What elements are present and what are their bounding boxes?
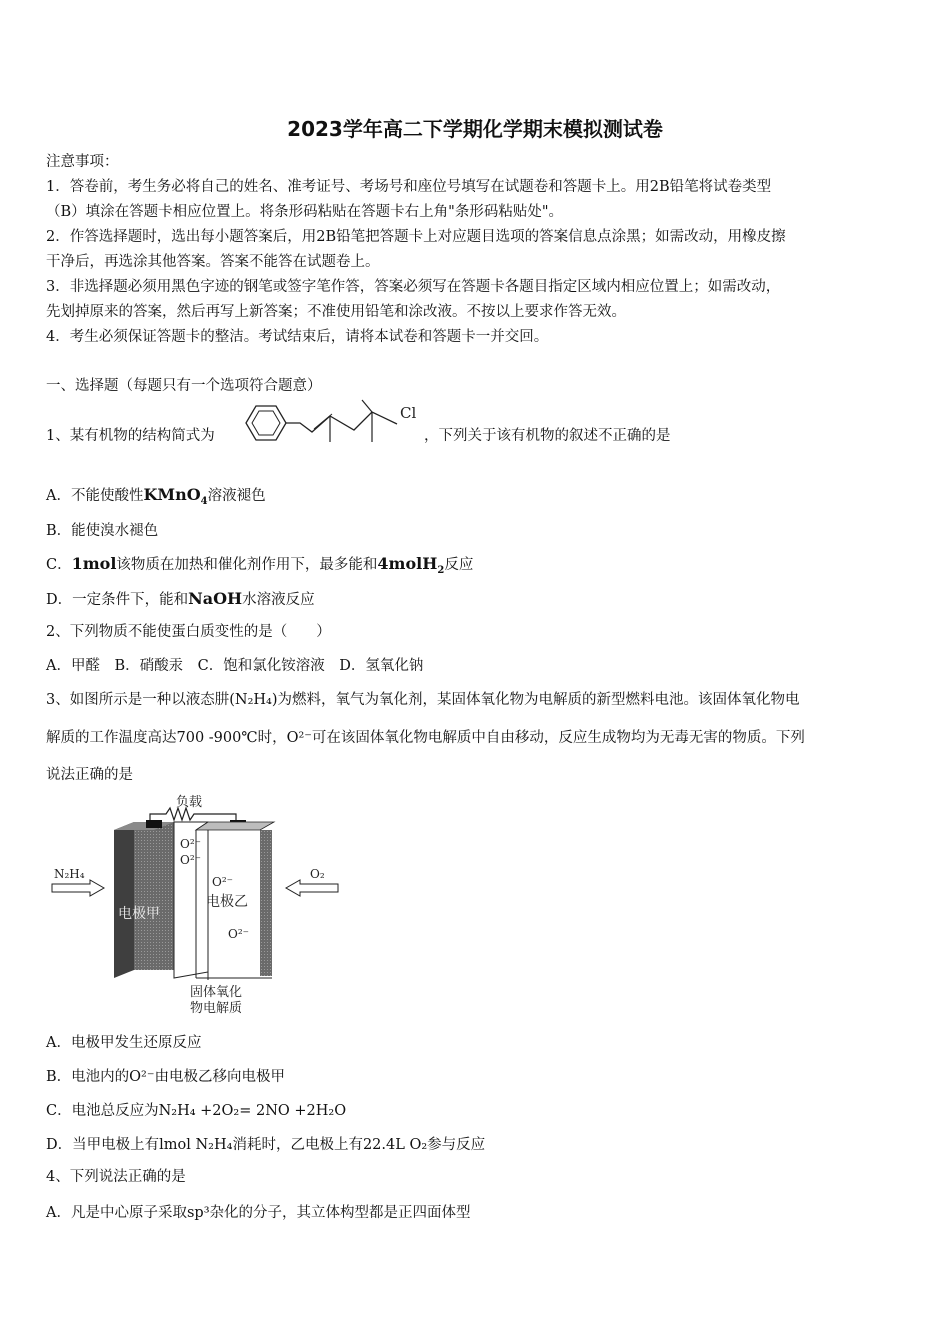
load-resistor bbox=[150, 808, 236, 822]
notice-line: 先划掉原来的答案，然后再写上新答案；不准使用铅笔和涂改液。不按以上要求作答无效。 bbox=[46, 304, 626, 320]
section-heading: 一、选择题（每题只有一个选项符合题意） bbox=[46, 378, 322, 394]
option-text: 水溶液反应 bbox=[242, 592, 315, 608]
option-text: 溶液褪色 bbox=[207, 488, 266, 504]
electrode-a-side bbox=[114, 822, 134, 978]
terminal-left bbox=[146, 820, 162, 828]
q1-option-b: B．能使溴水褪色 bbox=[46, 523, 159, 539]
fuel-arrow bbox=[52, 880, 104, 896]
formula: 1mol bbox=[71, 554, 117, 573]
ion-label: O²⁻ bbox=[180, 837, 201, 851]
q3-option-d: D．当甲电极上有lmol N₂H₄消耗时，乙电极上有22.4L O₂参与反应 bbox=[46, 1137, 486, 1153]
subscript: 2 bbox=[437, 564, 445, 576]
q3-option-c: C．电池总反应为N₂H₄ +2O₂= 2NO +2H₂O bbox=[46, 1103, 347, 1119]
q1-option-d bbox=[46, 588, 315, 609]
q3-option-a: A．电极甲发生还原反应 bbox=[46, 1035, 202, 1051]
double-bond bbox=[314, 414, 332, 429]
ion-label: O²⁻ bbox=[228, 927, 249, 941]
notice-heading: 注意事项： bbox=[46, 154, 119, 170]
notice-line: 干净后，再选涂其他答案。答案不能答在试题卷上。 bbox=[46, 254, 380, 270]
ion-label: O²⁻ bbox=[212, 875, 233, 889]
formula: NaOH bbox=[188, 589, 243, 608]
q2-options: A．甲醛 B．硝酸汞 C．饱和氯化铵溶液 D．氢氧化钠 bbox=[46, 658, 424, 674]
q1-option-c bbox=[46, 553, 473, 576]
oxidant-label: O₂ bbox=[310, 867, 325, 881]
subscript: 4 bbox=[200, 495, 208, 507]
q1-stem-before: 1、某有机物的结构简式为 bbox=[46, 428, 215, 444]
option-text: 反应 bbox=[444, 557, 474, 573]
option-text: A．不能使酸性 bbox=[46, 488, 144, 504]
option-text: C． bbox=[46, 557, 72, 573]
fuel-cell-figure bbox=[48, 792, 348, 1017]
formula: 4molH bbox=[377, 554, 438, 573]
electrode-b-top bbox=[196, 822, 274, 830]
page-title: 2023学年高二下学期化学期末模拟测试卷 bbox=[287, 117, 663, 141]
formula: KMnO bbox=[143, 485, 201, 504]
q1-option-a bbox=[46, 484, 266, 507]
notice-line: 1．答卷前，考生务必将自己的姓名、准考证号、考场号和座位号填写在试题卷和答题卡上。用2B铅笔将试卷类型 bbox=[46, 179, 772, 195]
option-text: D．一定条件下，能和 bbox=[46, 592, 189, 608]
ion-label: O²⁻ bbox=[180, 853, 201, 867]
q3-option-b: B．电池内的O²⁻由电极乙移向电极甲 bbox=[46, 1069, 286, 1085]
fuel-label: N₂H₄ bbox=[54, 867, 85, 881]
q1-stem-after: ，下列关于该有机物的叙述不正确的是 bbox=[424, 428, 671, 444]
q3-stem-line: 说法正确的是 bbox=[46, 767, 133, 783]
q4-stem: 4、下列说法正确的是 bbox=[46, 1169, 186, 1185]
q2-stem: 2、下列物质不能使蛋白质变性的是（ ） bbox=[46, 624, 331, 640]
electrode-a-face bbox=[134, 822, 174, 970]
notice-line: （B）填涂在答题卡相应位置上。将条形码粘贴在答题卡右上角"条形码粘贴处"。 bbox=[46, 204, 563, 220]
q4-option-a: A．凡是中心原子采取sp³杂化的分子，其立体构型都是正四面体型 bbox=[46, 1205, 471, 1221]
oxidant-arrow bbox=[286, 880, 338, 896]
methyl-branch bbox=[362, 400, 372, 412]
electrode-a-label: 电极甲 bbox=[118, 906, 160, 922]
q3-stem-line: 解质的工作温度高达700 -900℃时，O²⁻可在该固体氧化物电解质中自由移动，反应生成物均为无毒无害的物质。下列 bbox=[46, 730, 805, 746]
electrode-b-face bbox=[260, 830, 272, 976]
structure-svg bbox=[242, 398, 422, 448]
chlorine-label: Cl bbox=[400, 404, 417, 422]
load-label: 负载 bbox=[176, 795, 203, 810]
notice-line: 3．非选择题必须用黑色字迹的钢笔或签字笔作答，答案必须写在答题卡各题目指定区域内相应位置上；如需改动， bbox=[46, 279, 781, 295]
q3-stem-line: 3、如图所示是一种以液态肼(N₂H₄)为燃料，氧气为氧化剂，某固体氧化物为电解质的新型燃料电池。该固体氧化物电 bbox=[46, 692, 800, 708]
notice-line: 2．作答选择题时，选出每小题答案后，用2B铅笔把答题卡上对应题目选项的答案信息点涂黑；如需改动，用橡皮擦 bbox=[46, 229, 786, 245]
electrode-b-label: 电极乙 bbox=[206, 894, 248, 910]
notice-line: 4．考生必须保证答题卡的整洁。考试结束后，请将本试卷和答题卡一并交回。 bbox=[46, 329, 549, 345]
fuel-cell-svg bbox=[48, 792, 348, 1017]
electrolyte-label: 物电解质 bbox=[190, 1001, 243, 1016]
electrolyte-label: 固体氧化 bbox=[190, 985, 243, 1000]
benzene-inner-bond bbox=[252, 411, 280, 435]
option-text: 该物质在加热和催化剂作用下，最多能和 bbox=[116, 557, 378, 573]
carbon-chain bbox=[286, 412, 397, 432]
structure-formula-figure bbox=[242, 398, 422, 448]
